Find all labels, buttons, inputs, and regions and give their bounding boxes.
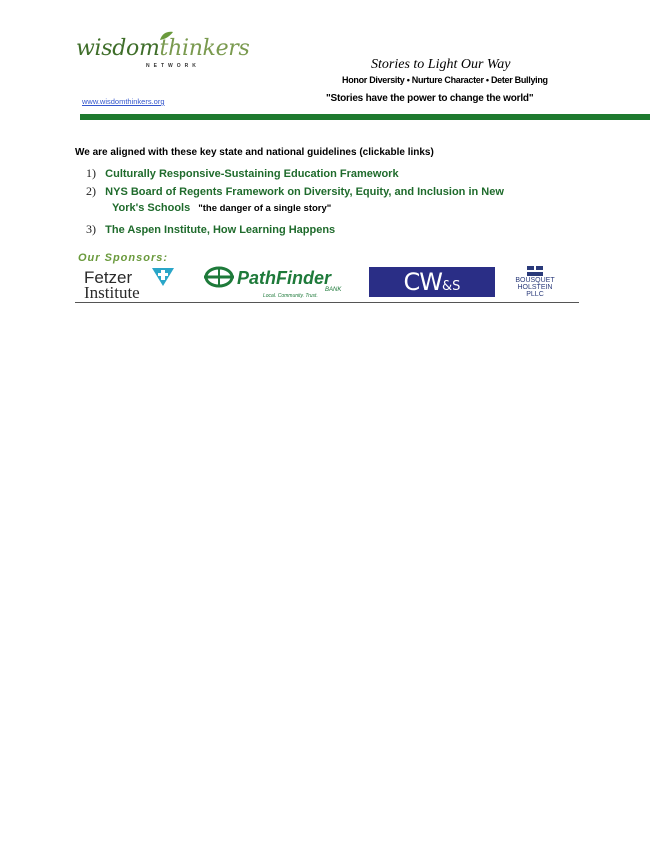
fetzer-line1: Fetzer bbox=[84, 268, 133, 287]
guideline-link-nys-regents[interactable]: NYS Board of Regents Framework on Diversity, Equity, and Inclusion in New bbox=[105, 186, 504, 198]
bousquet-holstein-emblem-icon bbox=[525, 266, 545, 276]
bousquet-holstein-logo bbox=[500, 266, 570, 300]
pathfinder-bank-label: BANK bbox=[325, 287, 342, 293]
pathfinder-tagline: Local. Community. Trust. bbox=[263, 293, 318, 299]
guideline-link-crse[interactable]: Culturally Responsive-Sustaining Education Framework bbox=[105, 168, 399, 180]
pathfinder-name: PathFinder bbox=[237, 268, 332, 288]
sponsors-divider bbox=[75, 302, 579, 303]
cws-small-text: &S bbox=[442, 279, 461, 294]
header-divider bbox=[80, 114, 650, 120]
list-number: 1) bbox=[86, 166, 96, 180]
logo-wordmark: wisdomthinkers bbox=[76, 36, 250, 61]
single-story-note: "the danger of a single story" bbox=[198, 203, 332, 214]
website-link[interactable]: www.wisdomthinkers.org bbox=[82, 97, 165, 106]
guideline-link-aspen[interactable]: The Aspen Institute, How Learning Happens bbox=[105, 224, 336, 236]
cws-logo bbox=[369, 267, 495, 297]
list-number: 3) bbox=[86, 222, 96, 236]
guideline-item-3 bbox=[86, 222, 335, 237]
guideline-item-2 bbox=[86, 184, 504, 199]
pathfinder-emblem-icon bbox=[203, 266, 235, 288]
pathfinder-bank-logo bbox=[203, 266, 363, 300]
guideline-item-1 bbox=[86, 166, 399, 181]
fetzer-emblem-icon bbox=[152, 268, 174, 288]
guidelines-intro: We are aligned with these key state and national guidelines (clickable links) bbox=[75, 147, 434, 158]
guideline-link-nys-regents-cont[interactable]: York's Schools bbox=[112, 202, 191, 214]
list-number: 2) bbox=[86, 184, 96, 198]
wisdomthinkers-logo bbox=[76, 30, 250, 75]
logo-network-label: NETWORK bbox=[146, 63, 200, 69]
fetzer-line2: Institute bbox=[84, 283, 140, 302]
bh-line2: HOLSTEIN bbox=[517, 284, 553, 291]
bh-line3: PLLC bbox=[526, 291, 544, 298]
tagline: Honor Diversity • Nurture Character • Deter Bullying bbox=[342, 75, 548, 85]
header-quote: "Stories have the power to change the world" bbox=[326, 93, 534, 104]
bh-line1: BOUSQUET bbox=[515, 277, 555, 284]
page-title: Stories to Light Our Way bbox=[371, 57, 511, 72]
guideline-item-2-cont bbox=[112, 202, 331, 214]
sponsors-heading: Our Sponsors: bbox=[78, 252, 169, 264]
cws-main-text: CW bbox=[403, 268, 443, 296]
fetzer-institute-logo bbox=[84, 268, 194, 302]
